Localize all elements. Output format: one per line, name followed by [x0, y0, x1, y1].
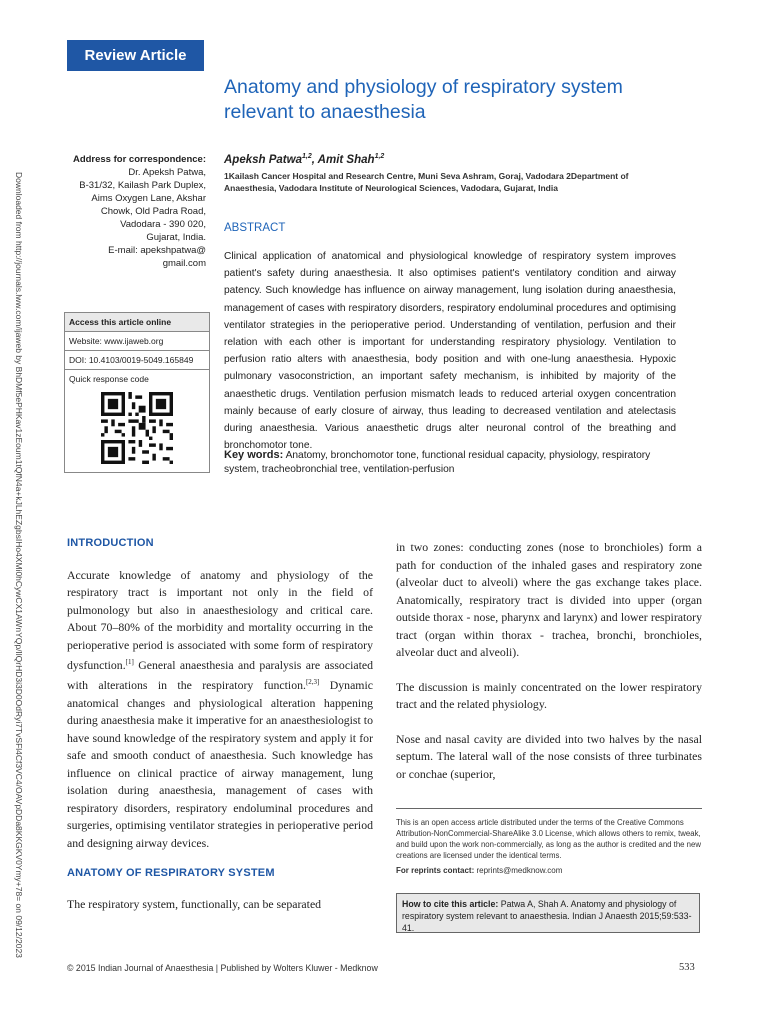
right-column [396, 539, 702, 783]
address-line: Dr. Apeksh Patwa, [128, 167, 206, 178]
col2-paragraph-1: in two zones: conducting zones (nose to bronchioles) form a path for conduction of the inhaled gases and respiratory zone (alveolar duct to alveoli) where the gas exchange takes place. Anatomically, respiratory tract is divided into upper (organ outside thorax - nose, pharynx and larynx) and lower respiratory tract (organ within thorax - trachea, bronchi, bronchioles, alveolar duct and alveoli). [396, 540, 702, 659]
address-line: Gujarat, India. [146, 232, 206, 243]
abstract-text: Clinical application of anatomical and physiological knowledge of respiratory system improves patient's safety during anaesthesia. It also optimises patient's ventilatory condition and airway patency. Such knowledge has influence on airway management, lung isolation during anaesthesia, management of cases with respiratory disorders, respiratory endoluminal procedures and optimising ventilator strategies in the perioperative period. Understanding of ventilation, perfusion and their relation with each other is important for understanding respiratory physiology. Ventilation to perfusion ratio alters with anaesthesia, body position and with one-lung anaesthesia. Hypoxic pulmonary vasoconstriction, an important safety mechanism, is inhibited by majority of the anaesthetic drugs. Ventilation perfusion mismatch leads to reduced arterial oxygen concentration mainly because of early closure of airway, thus leading to decreased ventilation and atelectasis during anaesthesia. Various anaesthetic drugs alter neuronal control of the breathing and bronchomotor tone. [224, 251, 676, 452]
footer-copyright: © 2015 Indian Journal of Anaesthesia | Published by Wolters Kluwer - Medknow [67, 963, 378, 973]
reprints-email[interactable]: reprints@medknow.com [474, 866, 563, 875]
citation-ref[interactable]: [2,3] [305, 678, 320, 687]
keywords-text: Anatomy, bronchomotor tone, functional residual capacity, physiology, respiratory system, tracheobronchial tree, ventilation-perfusion [224, 450, 651, 475]
access-online-box [64, 312, 210, 473]
address-line: B-31/32, Kailash Park Duplex, [79, 180, 206, 191]
citation-ref[interactable]: [1] [125, 658, 134, 666]
intro-paragraph [67, 567, 373, 853]
keywords-label: Key words: [224, 449, 284, 461]
correspondence-address [60, 153, 206, 270]
cite-label: How to cite this article: [402, 899, 499, 909]
access-header: Access this article online [65, 313, 209, 332]
address-line: E-mail: apekshpatwa@ [108, 245, 206, 256]
section-heading-introduction: INTRODUCTION [67, 537, 154, 549]
qr-label: Quick response code [69, 374, 149, 384]
intro-text-3: Dynamic anatomical changes and physiological alteration happening during anaesthesia make it imperative for an anaesthesiologist to have sound knowledge of the respiratory system and apply it for safe and smooth conduct of anaesthesia. Such knowledge has influence on clinical practice of airway management, lung isolation during anaesthesia, management of cases with respiratory disorders, respiratory endoluminal procedures and surgeries, optimising ventilator strategies in perioperative period and designing airway devices. [67, 678, 373, 850]
page-number: 533 [679, 962, 695, 973]
reprints-label: For reprints contact: [396, 866, 475, 875]
affiliations: 1Kailash Cancer Hospital and Research Centre, Muni Seva Ashram, Goraj, Vadodara 2Department of Anaesthesia, Vadodara Institute of Neurological Sciences, Vadodara, Gujarat, India [224, 171, 629, 193]
address-line: gmail.com [162, 258, 206, 269]
cite-text: Patwa A, Shah A. Anatomy and physiology of respiratory system relevant to anaesthesia. Indian J Anaesth 2015;59:533-41. [402, 899, 692, 933]
article-title [224, 75, 694, 125]
col2-paragraph-2: The discussion is mainly concentrated on the lower respiratory tract and the related physiology. [396, 679, 702, 711]
reprints-contact [396, 866, 562, 875]
address-label: Address for correspondence: [72, 154, 206, 165]
title-line-1: Anatomy and physiology of respiratory system [224, 76, 623, 98]
keywords [224, 448, 676, 477]
title-line-2: relevant to anaesthesia [224, 101, 426, 123]
qr-section [65, 370, 209, 472]
intro-text-1: Accurate knowledge of anatomy and physiology of the respiratory tract is important not only in the field of pulmonology but also in anaesthesiology and critical care. About 70–80% of the morbidity and mortality occurring in the perioperative period is associated with some form of respiratory dysfunction. [67, 567, 373, 672]
doi-link[interactable]: DOI: 10.4103/0019-5049.165849 [65, 351, 209, 370]
left-column [67, 535, 373, 913]
abstract-heading: ABSTRACT [224, 222, 286, 234]
col2-paragraph-3: Nose and nasal cavity are divided into two halves by the nasal septum. The lateral wall of the nose consists of three turbinates or conchae (superior, [396, 731, 702, 781]
author-list: Apeksh Patwa$^{1,2}$, Amit Shah$^{1,2}$ [224, 153, 385, 166]
section-heading-anatomy: ANATOMY OF RESPIRATORY SYSTEM [67, 867, 275, 880]
website-link[interactable]: Website: www.ijaweb.org [65, 332, 209, 351]
intro-text-2: General anaesthesia and paralysis are associated with alterations in the respiratory function. [67, 657, 373, 693]
license-note: This is an open access article distributed under the terms of the Creative Commons Attribution-NonCommercial-ShareAlike 3.0 License, which allows others to remix, tweak, and build upon the work non-commercially, as long as the author is credited and the new creations are licensed under the identical terms. [396, 808, 702, 861]
download-note-text: Downloaded from http://journals.lww.com/ijaweb by BhDMf5ePHKav1zEoum1tQfN4a+kJLhEZgbsIHo4XMi0hCywCX1AWnYQp/IlQrHD3i3D0OdRyi7TvSFl4Cf3VC4/OAVpDDa8KKGKV0Ymy+78= on 09/12/2023 [14, 172, 24, 958]
anatomy-paragraph: The respiratory system, functionally, can be separated [67, 896, 322, 911]
address-line: Vadodara - 390 020, [120, 219, 206, 230]
address-line: Chowk, Old Padra Road, [100, 206, 206, 217]
qr-code-icon[interactable] [101, 392, 173, 464]
citation-box [396, 893, 700, 933]
download-note [14, 172, 52, 958]
article-type-badge: Review Article [67, 40, 204, 71]
address-line: Aims Oxygen Lane, Akshar [91, 193, 206, 204]
